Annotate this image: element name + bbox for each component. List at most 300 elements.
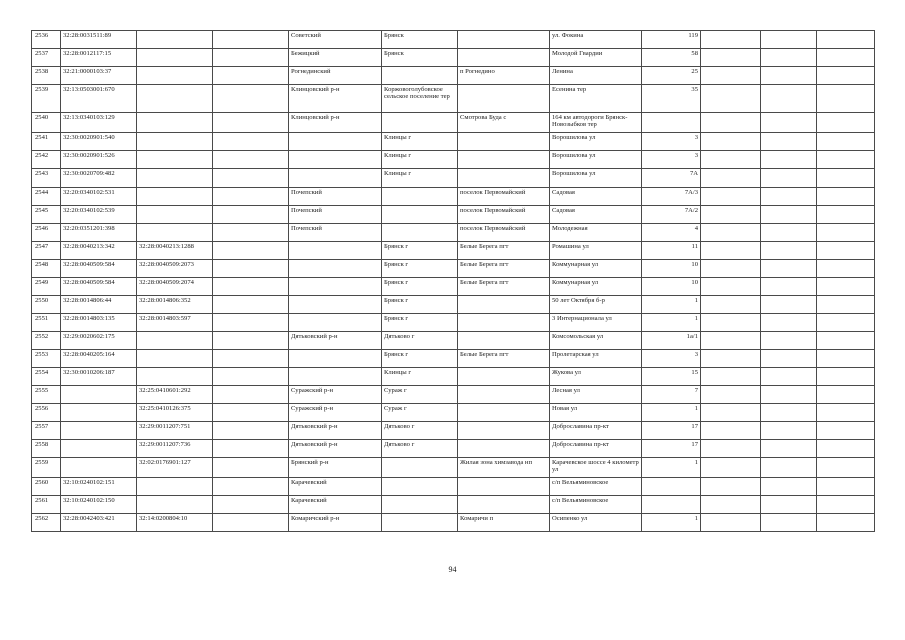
cell-street: 3 Интернационала ул bbox=[550, 314, 642, 332]
cell-house-number: 1 bbox=[642, 458, 701, 478]
cell-cadastral-number: 32:21:0000103:37 bbox=[61, 67, 137, 85]
cell-cadastral-number: 32:28:0040213:342 bbox=[61, 242, 137, 260]
cell-empty bbox=[761, 404, 817, 422]
cell-street: Коммунарная ул bbox=[550, 260, 642, 278]
table-row bbox=[32, 85, 875, 113]
cell-locality: Брянск г bbox=[382, 296, 458, 314]
cell-cadastral-number-2 bbox=[137, 31, 213, 49]
cell-row-number: 2560 bbox=[32, 478, 61, 496]
cell-settlement bbox=[458, 478, 550, 496]
cell-cadastral-number: 32:20:0340102:539 bbox=[61, 206, 137, 224]
cell-cadastral-number-2: 32:02:0176901:127 bbox=[137, 458, 213, 478]
cell-cadastral-number bbox=[61, 440, 137, 458]
cell-cadastral-number-2 bbox=[137, 67, 213, 85]
cell-empty bbox=[817, 49, 875, 67]
cell-empty bbox=[213, 188, 289, 206]
cell-row-number: 2551 bbox=[32, 314, 61, 332]
cell-district: Бежицкий bbox=[289, 49, 382, 67]
cell-empty bbox=[701, 422, 761, 440]
cell-empty bbox=[817, 242, 875, 260]
cell-empty bbox=[761, 496, 817, 514]
cell-settlement bbox=[458, 404, 550, 422]
cell-empty bbox=[701, 514, 761, 532]
cell-empty bbox=[817, 440, 875, 458]
table-row bbox=[32, 458, 875, 478]
cell-street: Молодой Гвардии bbox=[550, 49, 642, 67]
cell-street: ул. Фокина bbox=[550, 31, 642, 49]
cell-cadastral-number bbox=[61, 386, 137, 404]
cell-locality: Дятьково г bbox=[382, 332, 458, 350]
cell-cadastral-number-2 bbox=[137, 151, 213, 169]
cell-house-number: 1 bbox=[642, 404, 701, 422]
cell-empty bbox=[213, 224, 289, 242]
table-row bbox=[32, 31, 875, 49]
table-row bbox=[32, 478, 875, 496]
cell-settlement bbox=[458, 169, 550, 188]
cell-street: Есенина тер bbox=[550, 85, 642, 113]
cell-empty bbox=[817, 296, 875, 314]
cell-empty bbox=[761, 314, 817, 332]
cell-row-number: 2540 bbox=[32, 113, 61, 133]
cell-settlement bbox=[458, 422, 550, 440]
cell-empty bbox=[213, 278, 289, 296]
cell-cadastral-number: 32:28:0031511:89 bbox=[61, 31, 137, 49]
cell-house-number: 3 bbox=[642, 133, 701, 151]
cell-cadastral-number: 32:20:0351201:398 bbox=[61, 224, 137, 242]
table-row bbox=[32, 224, 875, 242]
cell-cadastral-number-2: 32:25:0410126:375 bbox=[137, 404, 213, 422]
cell-empty bbox=[701, 296, 761, 314]
cell-empty bbox=[817, 514, 875, 532]
cell-settlement bbox=[458, 296, 550, 314]
cell-cadastral-number bbox=[61, 422, 137, 440]
cell-house-number bbox=[642, 496, 701, 514]
cell-cadastral-number-2: 32:29:0011207:751 bbox=[137, 422, 213, 440]
cell-empty bbox=[817, 67, 875, 85]
cell-empty bbox=[213, 169, 289, 188]
cell-street: Ворошилова ул bbox=[550, 133, 642, 151]
cell-empty bbox=[761, 169, 817, 188]
cell-settlement: поселок Первомайский bbox=[458, 188, 550, 206]
table-row bbox=[32, 440, 875, 458]
cell-locality: Клинцы г bbox=[382, 133, 458, 151]
cell-locality: Дятьково г bbox=[382, 440, 458, 458]
cell-locality bbox=[382, 188, 458, 206]
cell-house-number: 3 bbox=[642, 350, 701, 368]
cell-locality: Брянск г bbox=[382, 350, 458, 368]
cell-cadastral-number: 32:29:0020602:175 bbox=[61, 332, 137, 350]
cell-settlement: Смотрова Буда с bbox=[458, 113, 550, 133]
cell-empty bbox=[761, 350, 817, 368]
cell-house-number: 35 bbox=[642, 85, 701, 113]
cell-district: Дятьковский р-н bbox=[289, 332, 382, 350]
table-row bbox=[32, 260, 875, 278]
cell-empty bbox=[817, 332, 875, 350]
cell-locality: Брянск bbox=[382, 31, 458, 49]
cell-empty bbox=[213, 85, 289, 113]
cell-settlement bbox=[458, 31, 550, 49]
cell-row-number: 2545 bbox=[32, 206, 61, 224]
cell-street: 50 лет Октября б-р bbox=[550, 296, 642, 314]
cell-street: Осипенко ул bbox=[550, 514, 642, 532]
cell-empty bbox=[761, 514, 817, 532]
cell-district: Комаричский р-н bbox=[289, 514, 382, 532]
cell-empty bbox=[817, 386, 875, 404]
cell-cadastral-number-2 bbox=[137, 133, 213, 151]
cell-empty bbox=[213, 496, 289, 514]
cell-locality: Сураж г bbox=[382, 404, 458, 422]
cell-row-number: 2541 bbox=[32, 133, 61, 151]
cell-settlement: поселок Первомайский bbox=[458, 224, 550, 242]
cell-empty bbox=[701, 188, 761, 206]
cell-empty bbox=[761, 278, 817, 296]
cell-street: 164 км автодороги Брянск-Новозыбков тер bbox=[550, 113, 642, 133]
cell-empty bbox=[761, 151, 817, 169]
cell-empty bbox=[761, 49, 817, 67]
cell-empty bbox=[213, 404, 289, 422]
table-row bbox=[32, 496, 875, 514]
cell-district bbox=[289, 314, 382, 332]
cell-empty bbox=[701, 404, 761, 422]
cell-house-number: 1а/1 bbox=[642, 332, 701, 350]
cell-house-number bbox=[642, 113, 701, 133]
cell-empty bbox=[761, 85, 817, 113]
table-body bbox=[32, 31, 875, 532]
cell-house-number: 17 bbox=[642, 422, 701, 440]
table-row bbox=[32, 133, 875, 151]
table-row bbox=[32, 151, 875, 169]
cell-district: Почепский bbox=[289, 224, 382, 242]
cell-row-number: 2557 bbox=[32, 422, 61, 440]
cell-street: Доброславина пр-кт bbox=[550, 422, 642, 440]
cell-district bbox=[289, 151, 382, 169]
cell-empty bbox=[761, 332, 817, 350]
cell-district: Клинцовский р-н bbox=[289, 113, 382, 133]
cell-cadastral-number: 32:28:0014806:44 bbox=[61, 296, 137, 314]
cell-row-number: 2543 bbox=[32, 169, 61, 188]
cell-district bbox=[289, 242, 382, 260]
cell-cadastral-number-2: 32:29:0011207:736 bbox=[137, 440, 213, 458]
cell-house-number: 7А/3 bbox=[642, 188, 701, 206]
cell-house-number: 10 bbox=[642, 278, 701, 296]
cell-house-number: 7А bbox=[642, 169, 701, 188]
cell-empty bbox=[701, 242, 761, 260]
cell-row-number: 2542 bbox=[32, 151, 61, 169]
table-row bbox=[32, 296, 875, 314]
cell-street: Ромашина ул bbox=[550, 242, 642, 260]
cell-cadastral-number: 32:30:0010206:187 bbox=[61, 368, 137, 386]
cell-row-number: 2536 bbox=[32, 31, 61, 49]
cell-row-number: 2559 bbox=[32, 458, 61, 478]
cell-empty bbox=[213, 458, 289, 478]
cell-empty bbox=[701, 440, 761, 458]
cell-empty bbox=[213, 440, 289, 458]
table-row bbox=[32, 386, 875, 404]
cell-cadastral-number: 32:13:0503001:670 bbox=[61, 85, 137, 113]
cell-empty bbox=[701, 224, 761, 242]
cell-district bbox=[289, 368, 382, 386]
cell-cadastral-number: 32:10:0240102:150 bbox=[61, 496, 137, 514]
cell-empty bbox=[761, 133, 817, 151]
cell-district bbox=[289, 169, 382, 188]
cell-cadastral-number-2 bbox=[137, 332, 213, 350]
cell-empty bbox=[817, 151, 875, 169]
cell-cadastral-number-2 bbox=[137, 350, 213, 368]
table-row bbox=[32, 314, 875, 332]
cell-empty bbox=[213, 514, 289, 532]
cell-empty bbox=[213, 422, 289, 440]
cell-locality: Сураж г bbox=[382, 386, 458, 404]
cell-empty bbox=[701, 67, 761, 85]
cell-district: Суражский р-н bbox=[289, 386, 382, 404]
table-row bbox=[32, 368, 875, 386]
cell-row-number: 2562 bbox=[32, 514, 61, 532]
cell-empty bbox=[817, 85, 875, 113]
cell-row-number: 2555 bbox=[32, 386, 61, 404]
cell-row-number: 2549 bbox=[32, 278, 61, 296]
cell-house-number: 7 bbox=[642, 386, 701, 404]
cell-street: Ленина bbox=[550, 67, 642, 85]
cell-settlement bbox=[458, 496, 550, 514]
cell-row-number: 2558 bbox=[32, 440, 61, 458]
cell-empty bbox=[213, 332, 289, 350]
cell-empty bbox=[761, 368, 817, 386]
cell-empty bbox=[701, 332, 761, 350]
cell-locality bbox=[382, 478, 458, 496]
cell-empty bbox=[817, 350, 875, 368]
cell-empty bbox=[817, 113, 875, 133]
cell-street: Лесная ул bbox=[550, 386, 642, 404]
cell-street: с/п Вельяминовское bbox=[550, 478, 642, 496]
cell-empty bbox=[761, 386, 817, 404]
cell-empty bbox=[213, 133, 289, 151]
cell-locality bbox=[382, 224, 458, 242]
cell-cadastral-number-2: 32:28:0040509:2074 bbox=[137, 278, 213, 296]
cell-settlement: Белые Берега пгт bbox=[458, 260, 550, 278]
cell-cadastral-number: 32:28:0014803:135 bbox=[61, 314, 137, 332]
cell-locality bbox=[382, 514, 458, 532]
cell-empty bbox=[701, 260, 761, 278]
cell-row-number: 2538 bbox=[32, 67, 61, 85]
cell-settlement bbox=[458, 151, 550, 169]
cell-empty bbox=[701, 314, 761, 332]
cell-house-number: 1 bbox=[642, 296, 701, 314]
cell-empty bbox=[761, 458, 817, 478]
cell-empty bbox=[761, 242, 817, 260]
table-row bbox=[32, 206, 875, 224]
cell-cadastral-number-2: 32:28:0014806:352 bbox=[137, 296, 213, 314]
cell-cadastral-number-2 bbox=[137, 49, 213, 67]
cell-house-number: 3 bbox=[642, 151, 701, 169]
cell-cadastral-number-2 bbox=[137, 224, 213, 242]
table-row bbox=[32, 169, 875, 188]
cell-empty bbox=[817, 206, 875, 224]
cell-row-number: 2546 bbox=[32, 224, 61, 242]
cell-house-number bbox=[642, 478, 701, 496]
cell-empty bbox=[701, 478, 761, 496]
cell-empty bbox=[213, 151, 289, 169]
cell-cadastral-number: 32:13:0340103:129 bbox=[61, 113, 137, 133]
cell-empty bbox=[761, 113, 817, 133]
cell-house-number: 25 bbox=[642, 67, 701, 85]
cell-empty bbox=[213, 350, 289, 368]
cell-house-number: 1 bbox=[642, 314, 701, 332]
cell-empty bbox=[817, 169, 875, 188]
cell-empty bbox=[701, 386, 761, 404]
table-row bbox=[32, 67, 875, 85]
cell-cadastral-number: 32:28:0042403:421 bbox=[61, 514, 137, 532]
cell-street: с/п Вельяминовское bbox=[550, 496, 642, 514]
cell-house-number: 119 bbox=[642, 31, 701, 49]
cell-empty bbox=[213, 260, 289, 278]
cell-empty bbox=[761, 260, 817, 278]
cell-row-number: 2539 bbox=[32, 85, 61, 113]
cell-empty bbox=[701, 206, 761, 224]
table-row bbox=[32, 422, 875, 440]
cell-house-number: 4 bbox=[642, 224, 701, 242]
cell-empty bbox=[761, 440, 817, 458]
cell-district: Дятьковский р-н bbox=[289, 422, 382, 440]
cell-row-number: 2561 bbox=[32, 496, 61, 514]
cell-empty bbox=[761, 67, 817, 85]
cell-empty bbox=[213, 67, 289, 85]
cell-empty bbox=[213, 49, 289, 67]
cell-empty bbox=[761, 206, 817, 224]
table-row bbox=[32, 49, 875, 67]
table-row bbox=[32, 113, 875, 133]
cell-empty bbox=[817, 404, 875, 422]
cell-district bbox=[289, 278, 382, 296]
cell-cadastral-number bbox=[61, 458, 137, 478]
cell-locality bbox=[382, 206, 458, 224]
cell-district: Клинцовский р-н bbox=[289, 85, 382, 113]
cell-cadastral-number-2 bbox=[137, 206, 213, 224]
table-row bbox=[32, 278, 875, 296]
cell-settlement: Комаричи п bbox=[458, 514, 550, 532]
cell-house-number: 7А/2 bbox=[642, 206, 701, 224]
cell-street: Молодежная bbox=[550, 224, 642, 242]
table-row bbox=[32, 242, 875, 260]
cell-house-number: 15 bbox=[642, 368, 701, 386]
cell-house-number: 17 bbox=[642, 440, 701, 458]
table-row bbox=[32, 514, 875, 532]
cell-settlement: поселок Первомайский bbox=[458, 206, 550, 224]
cell-cadastral-number: 32:28:0040509:584 bbox=[61, 260, 137, 278]
cell-settlement bbox=[458, 133, 550, 151]
cell-empty bbox=[701, 49, 761, 67]
cell-district: Советский bbox=[289, 31, 382, 49]
cell-empty bbox=[817, 458, 875, 478]
cell-locality bbox=[382, 458, 458, 478]
cell-empty bbox=[701, 169, 761, 188]
cell-empty bbox=[817, 478, 875, 496]
cell-empty bbox=[213, 314, 289, 332]
cell-empty bbox=[817, 368, 875, 386]
cell-district: Брянский р-н bbox=[289, 458, 382, 478]
cell-empty bbox=[817, 224, 875, 242]
cell-cadastral-number-2: 32:28:0014803:597 bbox=[137, 314, 213, 332]
cell-settlement: Белые Берега пгт bbox=[458, 278, 550, 296]
cell-empty bbox=[213, 31, 289, 49]
cell-empty bbox=[701, 368, 761, 386]
cell-cadastral-number-2: 32:28:0040509:2073 bbox=[137, 260, 213, 278]
cell-empty bbox=[761, 422, 817, 440]
table-row bbox=[32, 404, 875, 422]
cell-locality: Клинцы г bbox=[382, 169, 458, 188]
cell-house-number: 58 bbox=[642, 49, 701, 67]
cell-empty bbox=[701, 113, 761, 133]
cell-cadastral-number-2 bbox=[137, 478, 213, 496]
cell-empty bbox=[213, 386, 289, 404]
cell-settlement bbox=[458, 85, 550, 113]
cell-locality: Клинцы г bbox=[382, 151, 458, 169]
cell-empty bbox=[213, 113, 289, 133]
cell-locality: Брянск г bbox=[382, 314, 458, 332]
cell-empty bbox=[701, 31, 761, 49]
cell-cadastral-number: 32:28:0040205:164 bbox=[61, 350, 137, 368]
cell-settlement bbox=[458, 386, 550, 404]
cell-cadastral-number: 32:28:0012117:15 bbox=[61, 49, 137, 67]
cell-district bbox=[289, 350, 382, 368]
cell-district: Почепский bbox=[289, 188, 382, 206]
cell-empty bbox=[701, 496, 761, 514]
table-row bbox=[32, 332, 875, 350]
cell-row-number: 2547 bbox=[32, 242, 61, 260]
cell-empty bbox=[817, 133, 875, 151]
cell-empty bbox=[817, 260, 875, 278]
cell-district: Суражский р-н bbox=[289, 404, 382, 422]
cell-empty bbox=[761, 224, 817, 242]
cell-locality: Дятьково г bbox=[382, 422, 458, 440]
cell-empty bbox=[213, 242, 289, 260]
cell-street: Комсомольская ул bbox=[550, 332, 642, 350]
cell-house-number: 1 bbox=[642, 514, 701, 532]
cell-street: Ворошилова ул bbox=[550, 169, 642, 188]
cell-empty bbox=[213, 478, 289, 496]
cell-empty bbox=[701, 133, 761, 151]
cell-locality bbox=[382, 496, 458, 514]
table-row bbox=[32, 350, 875, 368]
cell-cadastral-number-2 bbox=[137, 188, 213, 206]
cell-cadastral-number: 32:10:0240102:151 bbox=[61, 478, 137, 496]
cell-district bbox=[289, 296, 382, 314]
cell-locality: Коржовоголубовское сельское поселение тер bbox=[382, 85, 458, 113]
cell-empty bbox=[701, 458, 761, 478]
cell-street: Садовая bbox=[550, 188, 642, 206]
cell-district bbox=[289, 260, 382, 278]
cell-empty bbox=[817, 496, 875, 514]
cell-district: Дятьковский р-н bbox=[289, 440, 382, 458]
cell-district: Почепский bbox=[289, 206, 382, 224]
cell-row-number: 2553 bbox=[32, 350, 61, 368]
cell-cadastral-number-2: 32:25:0410601:292 bbox=[137, 386, 213, 404]
cell-row-number: 2556 bbox=[32, 404, 61, 422]
registry-table bbox=[31, 30, 875, 532]
cell-house-number: 11 bbox=[642, 242, 701, 260]
cell-empty bbox=[701, 85, 761, 113]
page-number: 94 bbox=[448, 565, 457, 574]
cell-locality: Брянск bbox=[382, 49, 458, 67]
cell-empty bbox=[213, 206, 289, 224]
cell-house-number: 10 bbox=[642, 260, 701, 278]
cell-cadastral-number bbox=[61, 404, 137, 422]
cell-locality: Брянск г bbox=[382, 278, 458, 296]
cell-settlement bbox=[458, 332, 550, 350]
cell-row-number: 2544 bbox=[32, 188, 61, 206]
cell-row-number: 2548 bbox=[32, 260, 61, 278]
cell-settlement bbox=[458, 440, 550, 458]
cell-cadastral-number-2: 32:14:0200804:10 bbox=[137, 514, 213, 532]
